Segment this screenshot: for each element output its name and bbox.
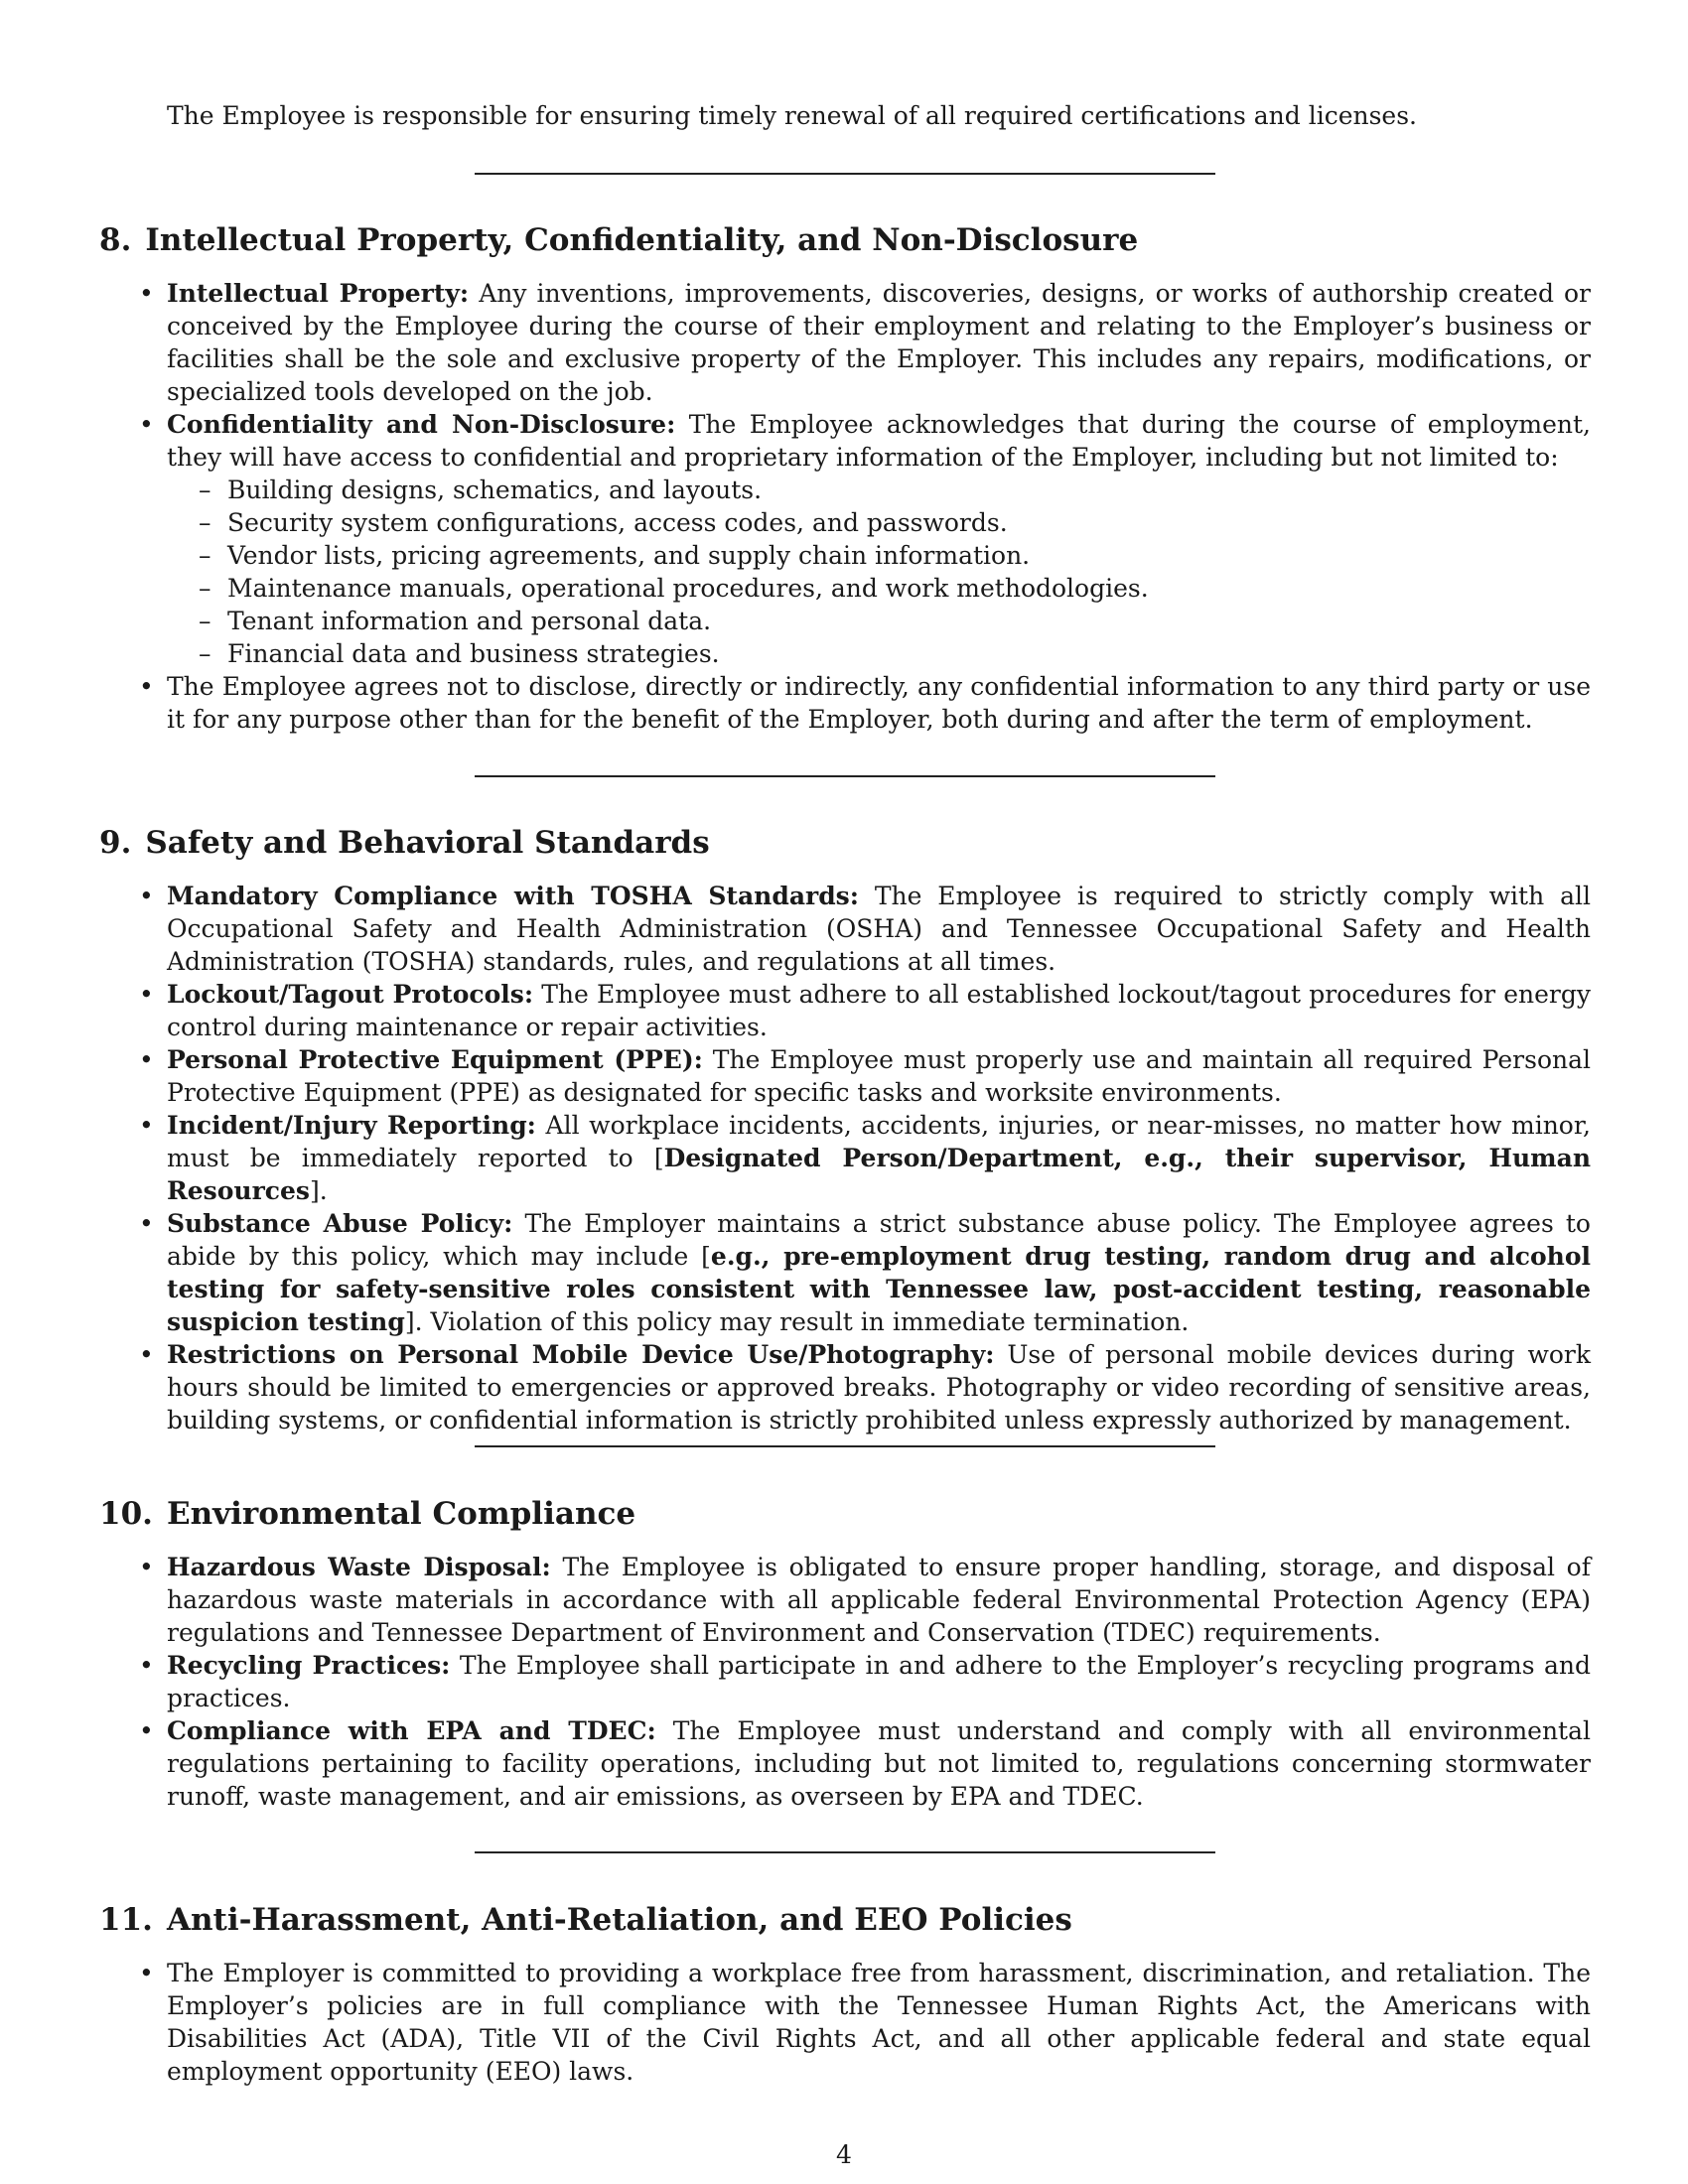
list-item-epa-tdec bbox=[167, 1714, 1591, 1813]
item-label: Confidentiality and Non-Disclosure: bbox=[167, 410, 676, 439]
sublist-item: – Vendor lists, pricing agreements, and supply chain information. bbox=[199, 539, 1591, 572]
list-item-recycling bbox=[167, 1649, 1591, 1714]
item-text: All workplace incidents, accidents, injuries, or near-misses, no matter how minor, must be immediately reported to [ bbox=[167, 1111, 1592, 1172]
item-text: The Employee is obligated to ensure proper handling, storage, and disposal of hazardous waste materials in accordance with all applicable federal Environmental Protection Agency (EPA) regulations and Tennessee Department of Environment and Conservation (TDEC) requirements. bbox=[167, 1553, 1591, 1647]
item-text: The Employee shall participate in and adhere to the Employer’s recycling programs and practices. bbox=[167, 1651, 1592, 1712]
item-text: The Employer maintains a strict substance abuse policy. The Employee agrees to abide by this policy, which may include [ bbox=[167, 1209, 1591, 1271]
item-label: Mandatory Compliance with TOSHA Standards: bbox=[167, 882, 859, 910]
section-10-list bbox=[167, 1551, 1591, 1813]
list-item-lockout-tagout bbox=[167, 978, 1591, 1043]
section-10-title: Environmental Compliance bbox=[166, 1496, 636, 1532]
confidential-info-sublist bbox=[167, 474, 1591, 670]
item-text: The Employee must adhere to all established lockout/tagout procedures for energy control during maintenance or repair activities. bbox=[167, 980, 1592, 1041]
section-divider bbox=[475, 1851, 1215, 1853]
sublist-item: – Tenant information and personal data. bbox=[199, 605, 1591, 637]
section-8-list bbox=[167, 277, 1591, 736]
section-8-number: 8. bbox=[99, 222, 132, 258]
list-item-non-disclosure: • The Employee agrees not to disclose, directly or indirectly, any confidential information to any third party or use it for any purpose other than for the benefit of the Employer, both during and after the term of employment. bbox=[167, 670, 1591, 736]
item-text: The Employee acknowledges that during the course of employment, they will have access to confidential and proprietary information of the Employer, including but not limited to: bbox=[167, 410, 1591, 472]
section-9-number: 9. bbox=[99, 825, 132, 861]
item-label: Hazardous Waste Disposal: bbox=[167, 1553, 551, 1581]
list-item-hazardous-waste bbox=[167, 1551, 1591, 1649]
list-item-eeo-commitment: • The Employer is committed to providing a workplace free from harassment, discrimination, and retaliation. The Employer’s policies are in full compliance with the Tennessee Human Rights Act, the Americans with Disabilities Act (ADA), Title VII of the Civil Rights Act, and all other applicable federal and state equal employment opportunity (EEO) laws. bbox=[167, 1957, 1591, 2088]
item-text: The Employee is required to strictly comply with all Occupational Safety and Health Administration (OSHA) and Tennessee Occupational Safety and Health Administration (TOSHA) standards, rules, and regulations at all times. bbox=[167, 882, 1591, 976]
item-label: Compliance with EPA and TDEC: bbox=[167, 1716, 656, 1745]
list-item-tosha bbox=[167, 880, 1591, 978]
sublist-item: – Security system configurations, access codes, and passwords. bbox=[199, 506, 1591, 539]
item-text: The Employee must properly use and maintain all required Personal Protective Equipment (PPE) as designated for specific tasks and worksite environments. bbox=[167, 1045, 1591, 1107]
list-item-confidentiality bbox=[167, 408, 1591, 670]
placeholder-text: e.g., pre-employment drug testing, random drug and alcohol testing for safety-sensitive roles consistent with Tennessee law, post-accident testing, reasonable suspicion testing bbox=[167, 1242, 1592, 1336]
section-9-title: Safety and Behavioral Standards bbox=[145, 825, 710, 861]
item-label: Intellectual Property: bbox=[167, 279, 470, 308]
list-item-incident-reporting bbox=[167, 1109, 1591, 1207]
section-8-heading bbox=[99, 220, 1138, 260]
placeholder-text: Designated Person/Department, e.g., their supervisor, Human Resources bbox=[167, 1144, 1591, 1205]
item-text: The Employee must understand and comply with all environmental regulations pertaining to facility operations, including but not limited to, regulations concerning stormwater runoff, waste management, and air emissions, as overseen by EPA and TDEC. bbox=[167, 1716, 1592, 1811]
section-11-heading bbox=[99, 1900, 1072, 1940]
section-10-heading bbox=[99, 1494, 635, 1534]
certification-renewal-paragraph: The Employee is responsible for ensuring timely renewal of all required certifications and licenses. bbox=[167, 101, 1417, 130]
item-text: Any inventions, improvements, discoveries, designs, or works of authorship created or conceived by the Employee during the course of their employment and relating to the Employer’s business or facilities shall be the sole and exclusive property of the Employer. This includes any repairs, modifications, or specialized tools developed on the job. bbox=[167, 279, 1591, 406]
section-11-list bbox=[167, 1957, 1591, 2088]
section-divider bbox=[475, 1445, 1215, 1447]
item-label: Lockout/Tagout Protocols: bbox=[167, 980, 534, 1009]
list-item-substance-abuse bbox=[167, 1207, 1591, 1338]
item-text: Use of personal mobile devices during work hours should be limited to emergencies or approved breaks. Photography or video recording of sensitive areas, building systems, or confidential information is strictly prohibited unless expressly authorized by management. bbox=[167, 1340, 1591, 1434]
section-9-heading bbox=[99, 823, 710, 863]
list-item-intellectual-property bbox=[167, 277, 1591, 408]
section-11-title: Anti-Harassment, Anti-Retaliation, and EEO Policies bbox=[166, 1902, 1072, 1938]
item-text-end: ]. Violation of this policy may result in immediate termination. bbox=[404, 1307, 1190, 1336]
section-8-title: Intellectual Property, Confidentiality, and Non-Disclosure bbox=[145, 222, 1139, 258]
section-10-number: 10. bbox=[99, 1496, 153, 1532]
sublist-item: – Financial data and business strategies. bbox=[199, 637, 1591, 670]
section-9-list bbox=[167, 880, 1591, 1436]
item-label: Restrictions on Personal Mobile Device Use/Photography: bbox=[167, 1340, 995, 1369]
list-item-ppe bbox=[167, 1043, 1591, 1109]
sublist-item: – Building designs, schematics, and layouts. bbox=[199, 474, 1591, 506]
item-label: Recycling Practices: bbox=[167, 1651, 451, 1680]
item-label: Personal Protective Equipment (PPE): bbox=[167, 1045, 703, 1074]
section-divider bbox=[475, 173, 1215, 175]
item-label: Incident/Injury Reporting: bbox=[167, 1111, 536, 1140]
list-item-mobile-device bbox=[167, 1338, 1591, 1436]
item-text-end: ]. bbox=[309, 1176, 328, 1205]
section-11-number: 11. bbox=[99, 1902, 153, 1938]
section-divider bbox=[475, 775, 1215, 777]
item-label: Substance Abuse Policy: bbox=[167, 1209, 513, 1238]
page-number: 4 bbox=[836, 2140, 852, 2169]
sublist-item: – Maintenance manuals, operational procedures, and work methodologies. bbox=[199, 572, 1591, 605]
